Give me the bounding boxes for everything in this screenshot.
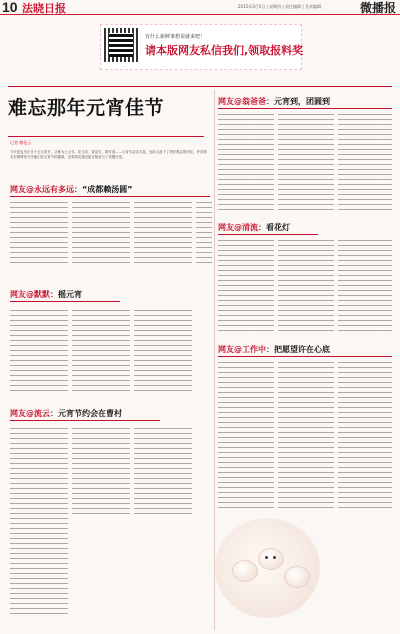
section-rule-4 — [218, 108, 392, 109]
text-block — [10, 428, 68, 618]
tangyuan-ball-icon — [232, 560, 258, 582]
text-block — [134, 310, 192, 392]
section-title: 微播报 — [359, 1, 396, 15]
text-block — [134, 428, 192, 518]
section-header-6: 网友@工作中：把愿望许在心底 — [218, 345, 330, 354]
mascot-eye-icon — [265, 556, 268, 559]
article-intro: 今天是农历正月十五元宵节，又称为上元节。吃元宵、赏花灯、猜灯谜……元宵节活动丰富，也给人留下了美好难忘的回忆。许多网友在微博里分享他们在元宵节的趣事，也有网友通过留言板参与了话题讨论。 — [10, 150, 207, 159]
issue-meta: 2015年3月5日 | 星期四 | 责任编辑 | 美术编辑 — [238, 4, 321, 9]
section-rule-6 — [218, 356, 392, 357]
page-number: 10 — [2, 0, 18, 15]
text-block — [278, 362, 334, 512]
text-block — [218, 240, 274, 334]
section-header-1: 网友@永远有多远：“成都赖汤圆” — [10, 185, 133, 194]
text-block — [338, 362, 392, 512]
text-block — [10, 310, 68, 392]
text-block — [278, 240, 334, 334]
text-block — [72, 310, 130, 392]
section-header-5: 网友@清流：看花灯 — [218, 223, 290, 232]
qr-code-inner — [109, 33, 133, 57]
text-block — [72, 428, 130, 518]
section-rule-1 — [10, 196, 210, 197]
text-block — [278, 114, 334, 214]
mascot-eye-icon — [273, 556, 276, 559]
section-rule-5 — [218, 234, 318, 235]
section-rule-3 — [10, 420, 160, 421]
column-divider — [214, 90, 215, 630]
text-block — [338, 240, 392, 334]
title-top-rule — [8, 86, 392, 87]
text-block — [218, 362, 274, 512]
section-header-4: 网友@翁爸爸：元宵到，团圆到 — [218, 97, 330, 106]
text-block — [338, 114, 392, 214]
text-block — [72, 202, 130, 266]
promo-headline: 请本版网友私信我们,领取报料奖 — [145, 44, 304, 57]
text-block — [196, 202, 212, 266]
tangyuan-ball-icon — [284, 566, 310, 588]
section-header-3: 网友@流云：元宵节约会在曹村 — [10, 409, 122, 418]
article-title: 难忘那年元宵佳节 — [8, 97, 165, 119]
text-block — [10, 202, 68, 266]
text-block — [218, 114, 274, 214]
newspaper-brand: 法晓日报 — [22, 2, 66, 15]
text-block — [134, 202, 192, 266]
section-header-2: 网友@默默：摇元宵 — [10, 290, 82, 299]
section-rule-2 — [10, 301, 120, 302]
byline: 记者 赖佳云 — [10, 140, 32, 145]
promo-subtitle: 有什么新鲜事想说就来吧！ — [145, 34, 206, 40]
tangyuan-ball-icon — [258, 548, 284, 570]
title-bottom-rule — [8, 136, 204, 137]
